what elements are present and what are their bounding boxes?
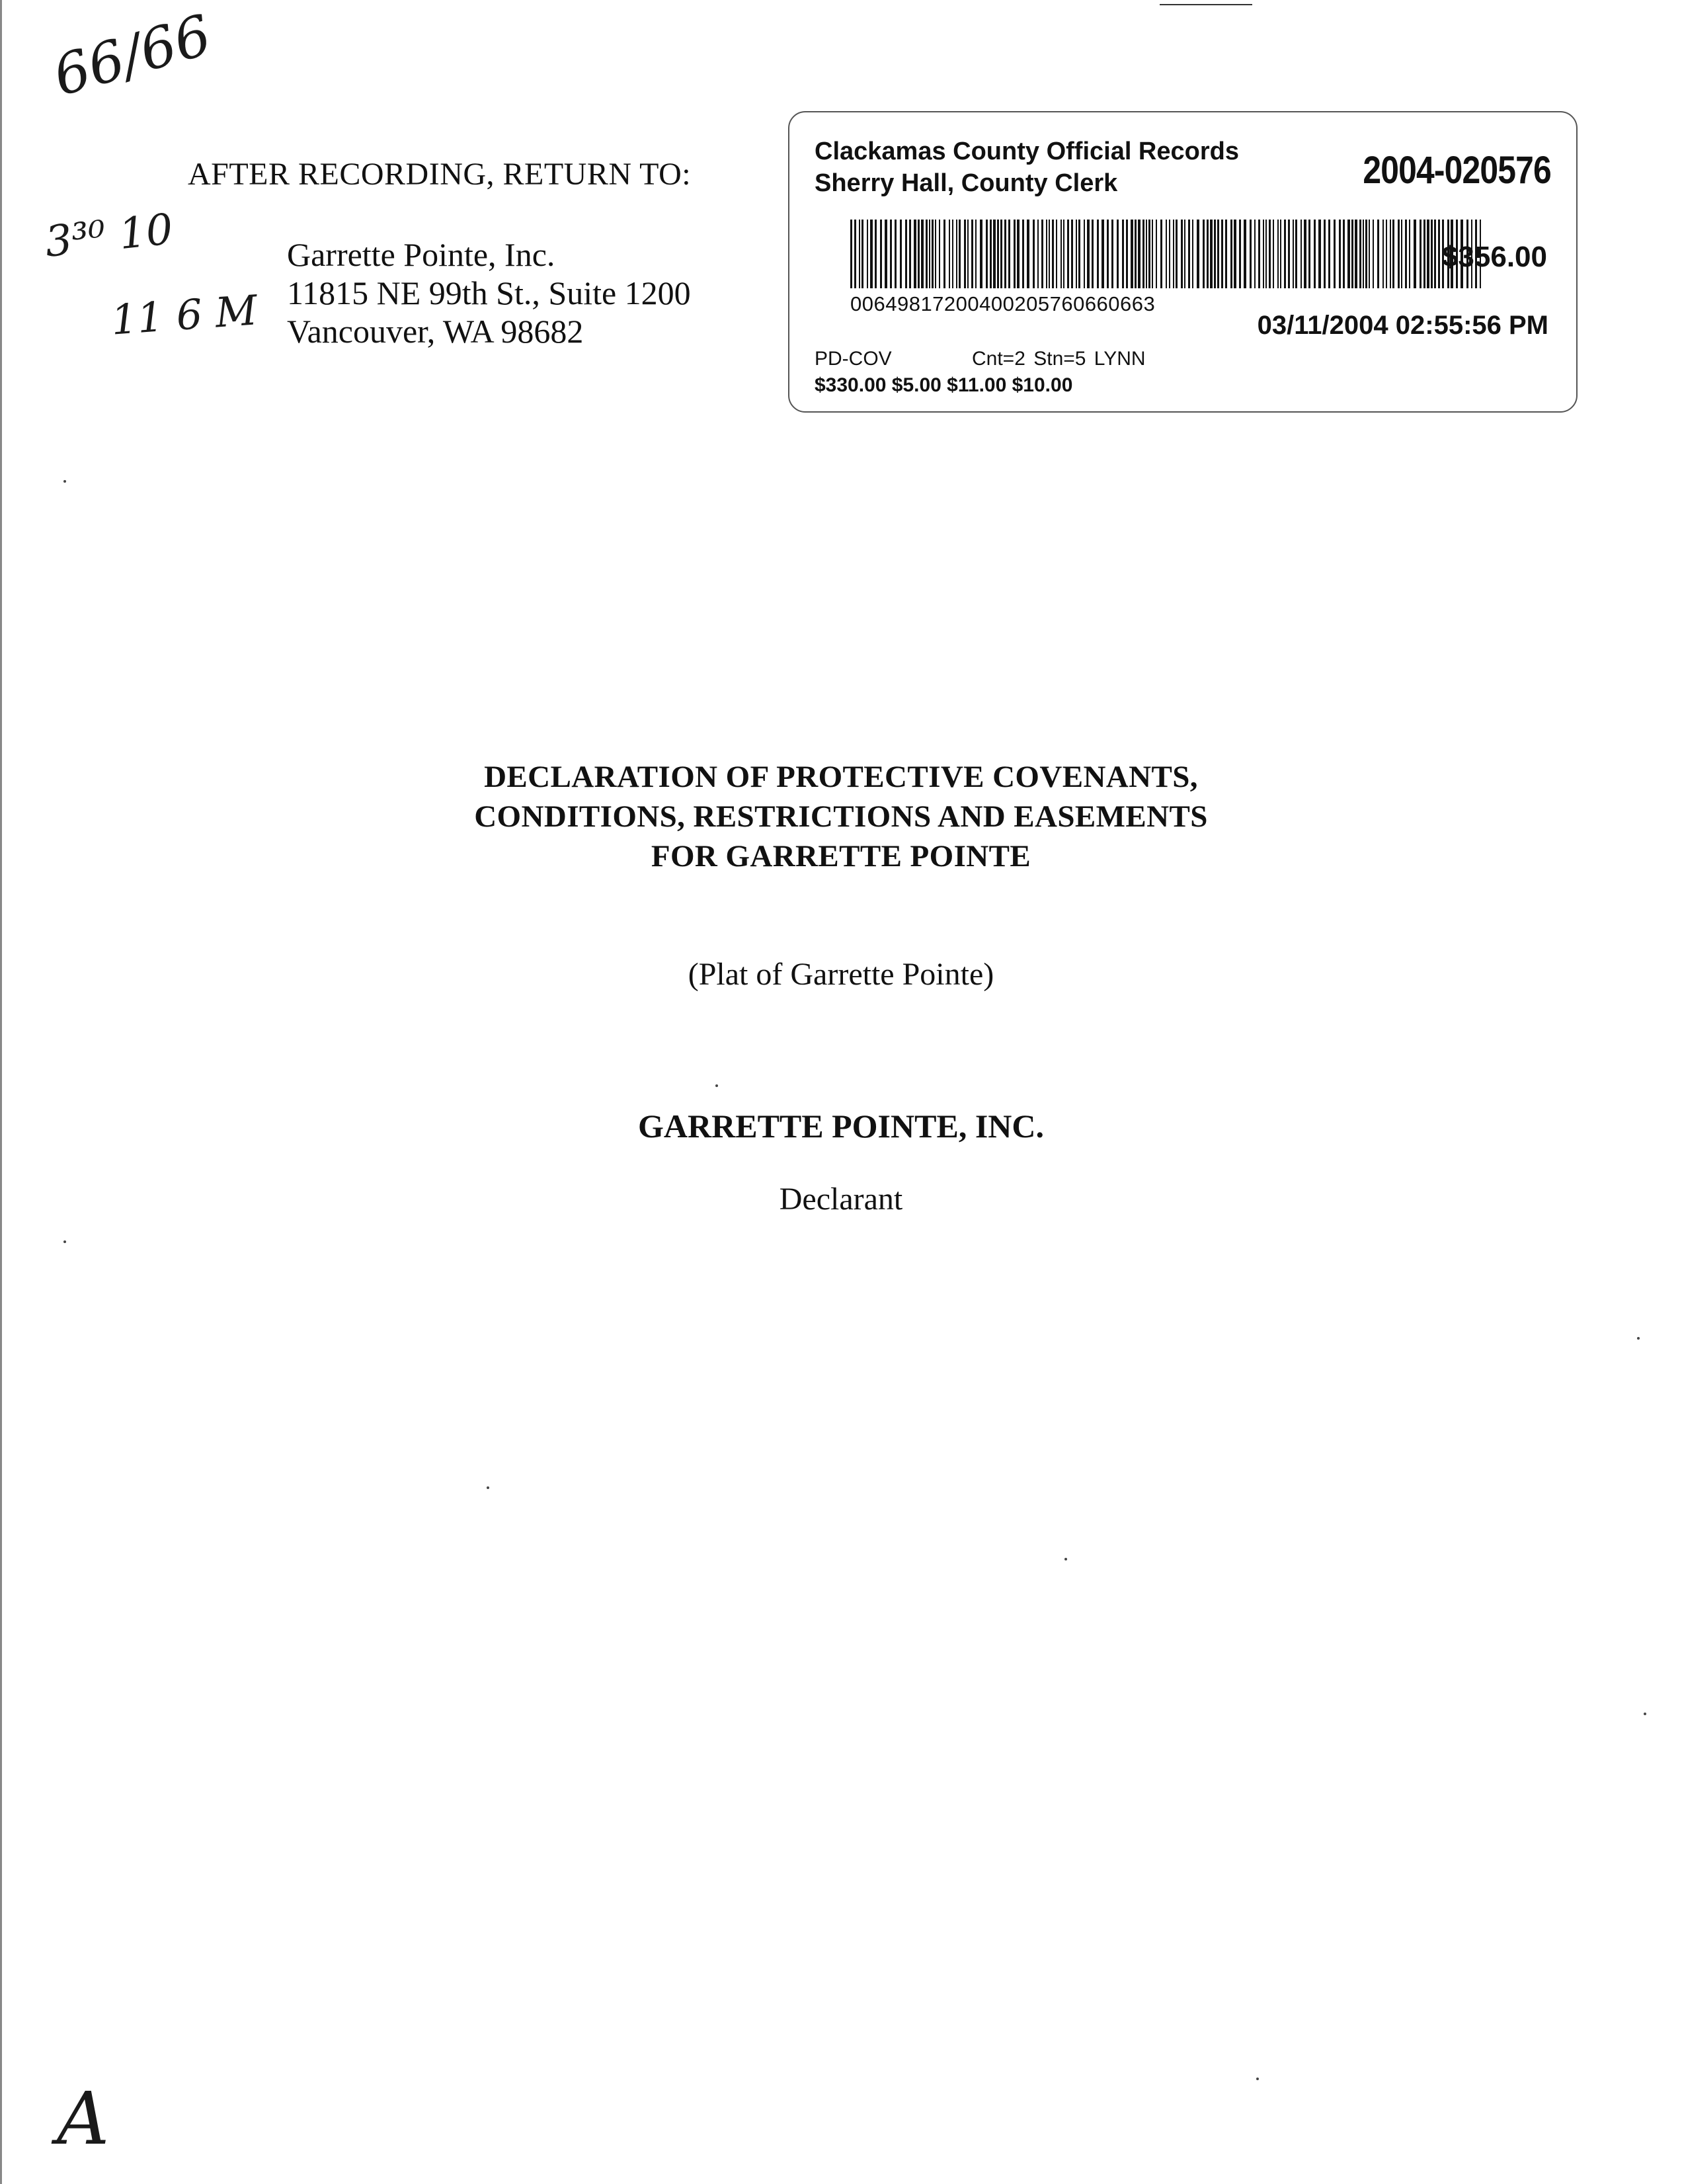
county-clerk: Sherry Hall, County Clerk — [815, 169, 1118, 197]
scan-speck — [715, 1084, 718, 1087]
scan-edge — [0, 0, 2, 2184]
total-fee: $356.00 — [1441, 241, 1547, 273]
barcode-number: 00649817200400205760660663 — [850, 292, 1156, 315]
fee-breakdown: $330.00 $5.00 $11.00 $10.00 — [815, 374, 1073, 396]
return-address-street: 11815 NE 99th St., Suite 1200 — [287, 274, 691, 311]
scan-speck — [487, 1486, 489, 1489]
document-title-line-3: FOR GARRETTE POINTE — [651, 839, 1031, 873]
declarant-role: Declarant — [779, 1182, 903, 1217]
scan-speck — [63, 480, 66, 483]
document-subtitle: (Plat of Garrette Pointe) — [688, 957, 994, 992]
scan-speck — [1256, 2078, 1259, 2080]
scan-speck — [1637, 1337, 1640, 1340]
document-title-line-1: DECLARATION OF PROTECTIVE COVENANTS, — [484, 760, 1198, 794]
declarant-name: GARRETTE POINTE, INC. — [638, 1108, 1044, 1145]
scan-rule — [1160, 4, 1252, 5]
document-number: 2004-020576 — [1363, 149, 1551, 192]
document-title-line-2: CONDITIONS, RESTRICTIONS AND EASEMENTS — [474, 799, 1208, 834]
document-code: PD-COV — [815, 348, 892, 370]
return-to-heading: AFTER RECORDING, RETURN TO: — [188, 157, 692, 192]
handwritten-page-count: 66/66 — [46, 2, 218, 109]
return-address-name: Garrette Pointe, Inc. — [287, 236, 555, 273]
barcode-icon — [850, 220, 1485, 288]
recorded-timestamp: 03/11/2004 02:55:56 PM — [1257, 311, 1548, 340]
recording-counts: Cnt=2 Stn=5 LYNN — [972, 348, 1146, 370]
handwritten-fee-note-2: 11 6 M — [109, 286, 259, 344]
handwritten-fee-note: 3³⁰ 10 — [42, 205, 176, 267]
scan-speck — [63, 1240, 66, 1243]
handwritten-letter: A — [57, 2076, 110, 2161]
recording-office: Clackamas County Official Records — [815, 138, 1239, 165]
scan-speck — [1064, 1558, 1067, 1560]
return-address-city: Vancouver, WA 98682 — [287, 313, 584, 350]
scan-speck — [1644, 1713, 1646, 1715]
recording-label — [788, 111, 1578, 413]
